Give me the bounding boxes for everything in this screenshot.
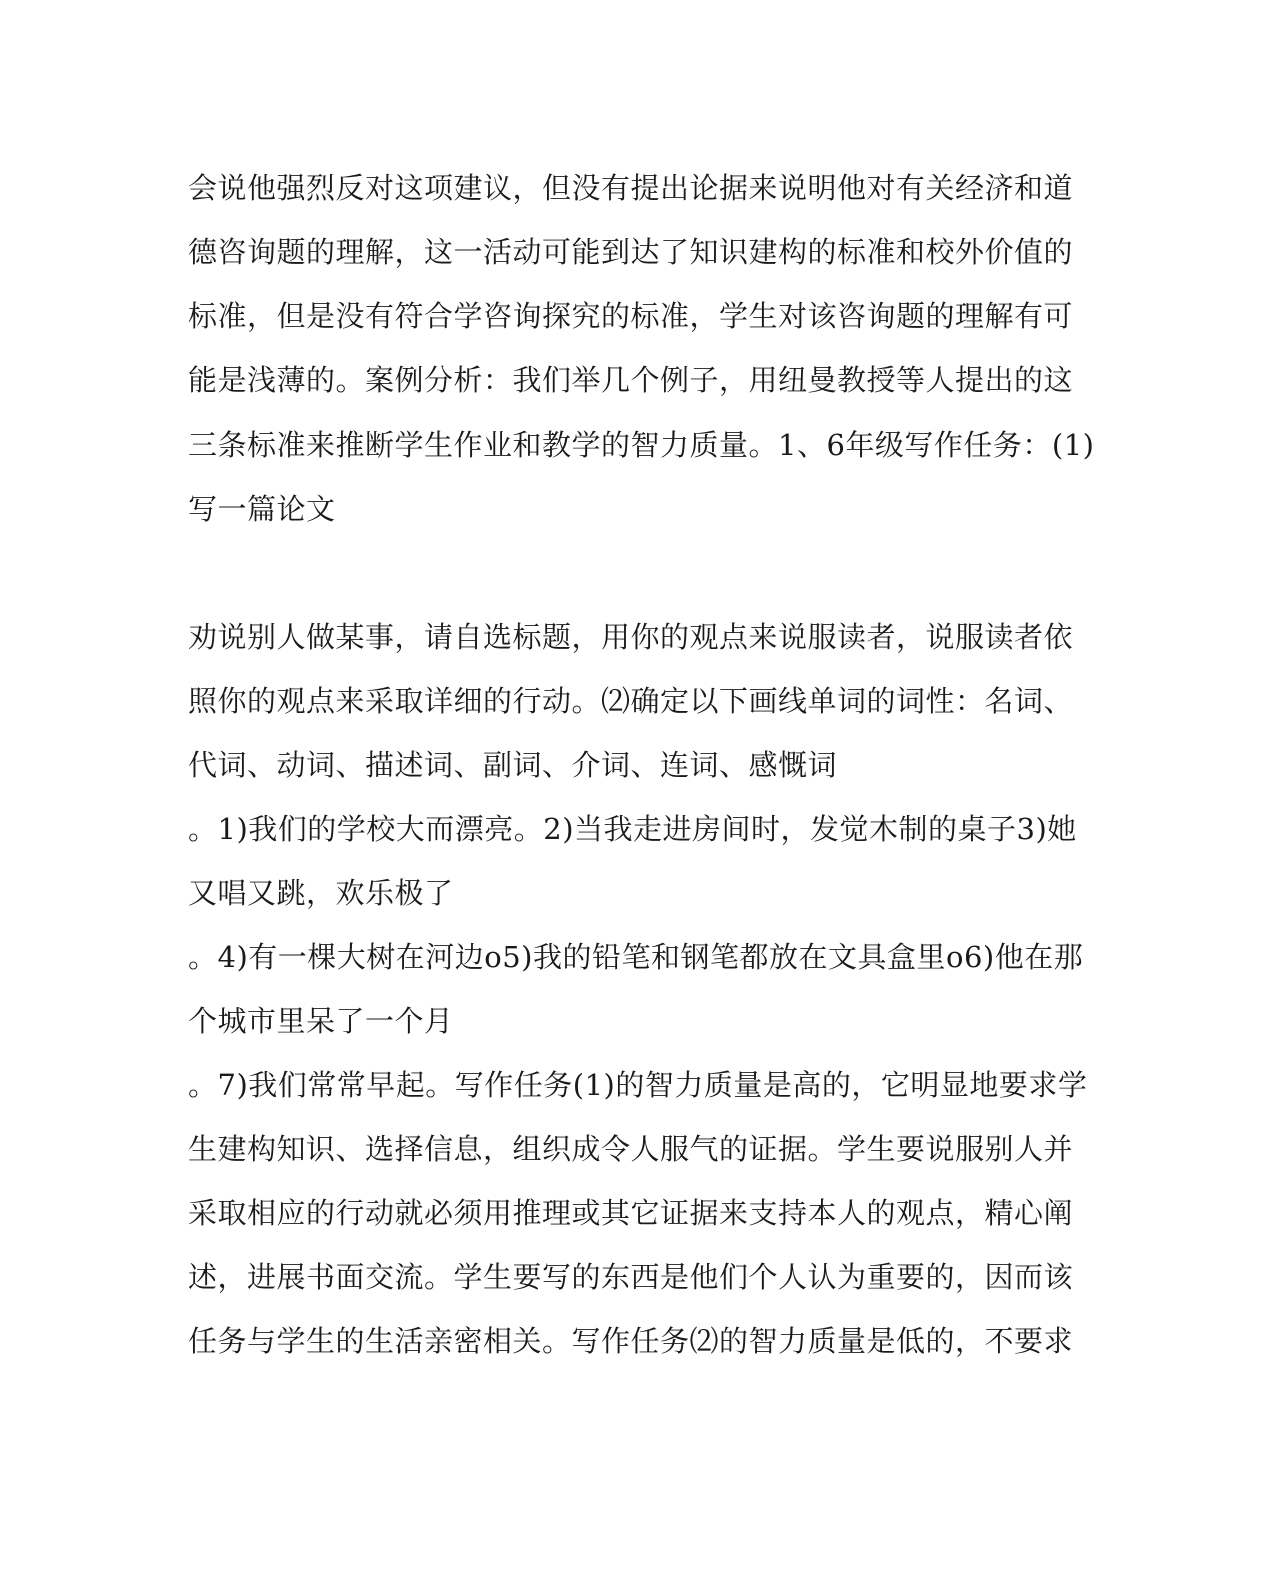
text-line: 个城市里呆了一个月 [188, 1004, 454, 1038]
text-line: 又唱又跳，欢乐极了 [188, 876, 454, 910]
text-line: 。1)我们的学校大而漂亮。2)当我走进房间时，发觉木制的桌子3)她 [188, 812, 1077, 846]
text-line: 会说他强烈反对这项建议，但没有提出论据来说明他对有关经济和道 [188, 171, 1074, 205]
text-line: 劝说别人做某事，请自选标题，用你的观点来说服读者，说服读者依 [188, 620, 1074, 654]
text-line: 。7)我们常常早起。写作任务(1)的智力质量是高的，它明显地要求学 [188, 1068, 1088, 1102]
text-line: 标准，但是没有符合学咨询探究的标准，学生对该咨询题的理解有可 [188, 299, 1074, 333]
text-line: 代词、动词、描述词、副词、介词、连词、感慨词 [188, 748, 838, 782]
text-line: 任务与学生的生活亲密相关。写作任务⑵的智力质量是低的，不要求 [188, 1324, 1074, 1358]
text-line: 三条标准来推断学生作业和教学的智力质量。1、6年级写作任务：(1) [188, 428, 1095, 462]
text-line: 述，进展书面交流。学生要写的东西是他们个人认为重要的，因而该 [188, 1260, 1074, 1294]
text-line: 。4)有一棵大树在河边o5)我的铅笔和钢笔都放在文具盒里o6)他在那 [188, 940, 1084, 974]
text-line: 生建构知识、选择信息，组织成令人服气的证据。学生要说服别人并 [188, 1132, 1074, 1166]
text-line: 采取相应的行动就必须用推理或其它证据来支持本人的观点，精心阐 [188, 1196, 1074, 1230]
text-line: 德咨询题的理解，这一活动可能到达了知识建构的标准和校外价值的 [188, 235, 1074, 269]
text-line: 能是浅薄的。案例分析：我们举几个例子，用纽曼教授等人提出的这 [188, 363, 1074, 397]
text-line: 照你的观点来采取详细的行动。⑵确定以下画线单词的词性：名词、 [188, 684, 1074, 718]
text-line: 写一篇论文 [188, 492, 336, 526]
